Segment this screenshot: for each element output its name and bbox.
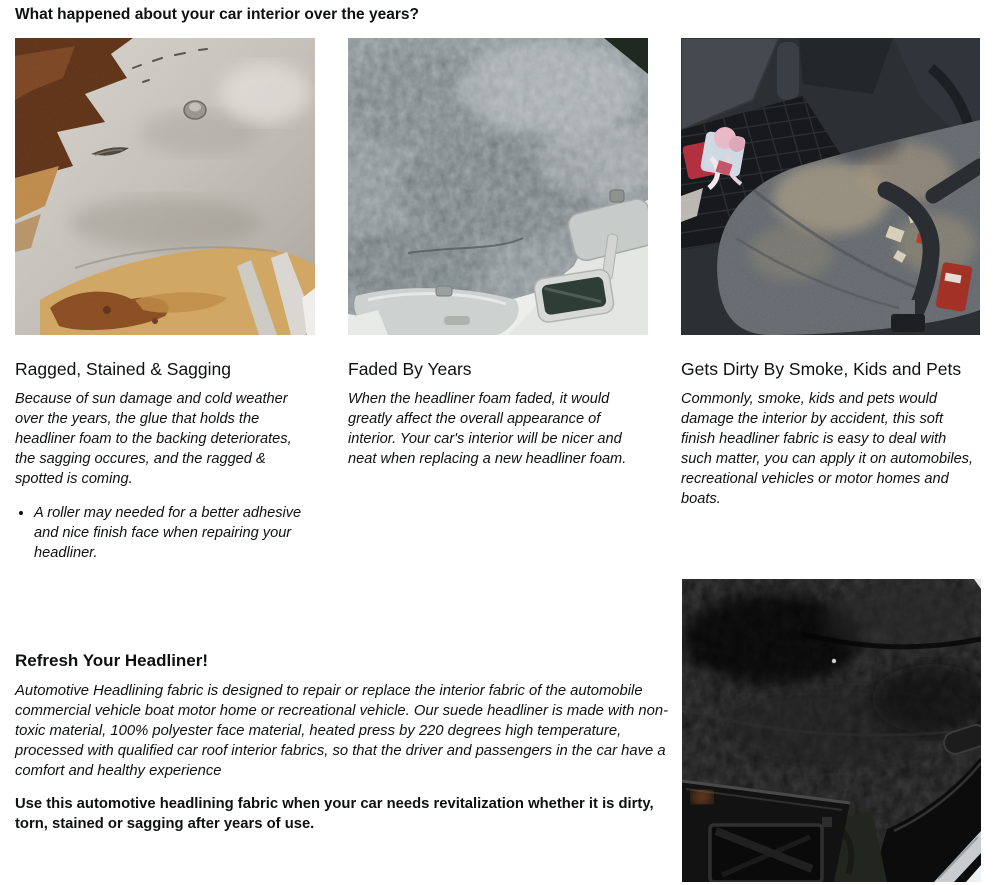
feature-columns xyxy=(15,38,981,563)
refresh-text-block xyxy=(15,651,682,834)
feature-heading-dirty: Gets Dirty By Smoke, Kids and Pets xyxy=(681,359,962,379)
feature-bullet-item: • A roller may needed for a better adhesive and nice finish face when repairing your headliner. xyxy=(34,503,315,563)
feature-column-faded xyxy=(348,38,648,563)
refresh-emphasis: Use this automotive headlining fabric when your car needs revitalization whether it is dirty, torn, stained or sagging after years of use. xyxy=(15,796,654,832)
faded-headliner-photo xyxy=(348,38,648,335)
feature-column-ragged xyxy=(15,38,315,563)
page-title: What happened about your car interior over the years? xyxy=(15,6,419,23)
black-suede-headliner-photo xyxy=(682,579,981,882)
ragged-headliner-photo xyxy=(15,38,315,335)
feature-heading-faded: Faded By Years xyxy=(348,359,472,379)
refresh-body: Automotive Headlining fabric is designed to repair or replace the interior fabric of the automobile commercial vehicle boat motor home or recreational vehicle. Our suede headliner is made with non-toxic material, 100% polyester face material, heated press by 220 degrees high temperature, processed with qualified car roof interior fabrics, so that the driver and passengers in the car have a comfort and healthy experience xyxy=(15,683,669,779)
feature-body-ragged: Because of sun damage and cold weather over the years, the glue that holds the headliner foam to the backing deteriorates, the sagging occures, and the ragged & spotted is coming. xyxy=(15,391,292,487)
dirty-seat-photo xyxy=(681,38,980,335)
refresh-heading: Refresh Your Headliner! xyxy=(15,651,209,670)
feature-column-dirty xyxy=(681,38,980,563)
feature-body-faded: When the headliner foam faded, it would greatly affect the overall appearance of interior. Your car's interior will be nicer and neat when replacing a new headliner foam. xyxy=(348,391,627,467)
feature-bullet-list xyxy=(15,503,315,563)
feature-heading-ragged: Ragged, Stained & Sagging xyxy=(15,359,231,379)
feature-body-dirty: Commonly, smoke, kids and pets would damage the interior by accident, this soft finish headliner fabric is easy to deal with such matter, you can apply it on automobiles, recreational vehicles or motor homes and boats. xyxy=(681,391,974,507)
